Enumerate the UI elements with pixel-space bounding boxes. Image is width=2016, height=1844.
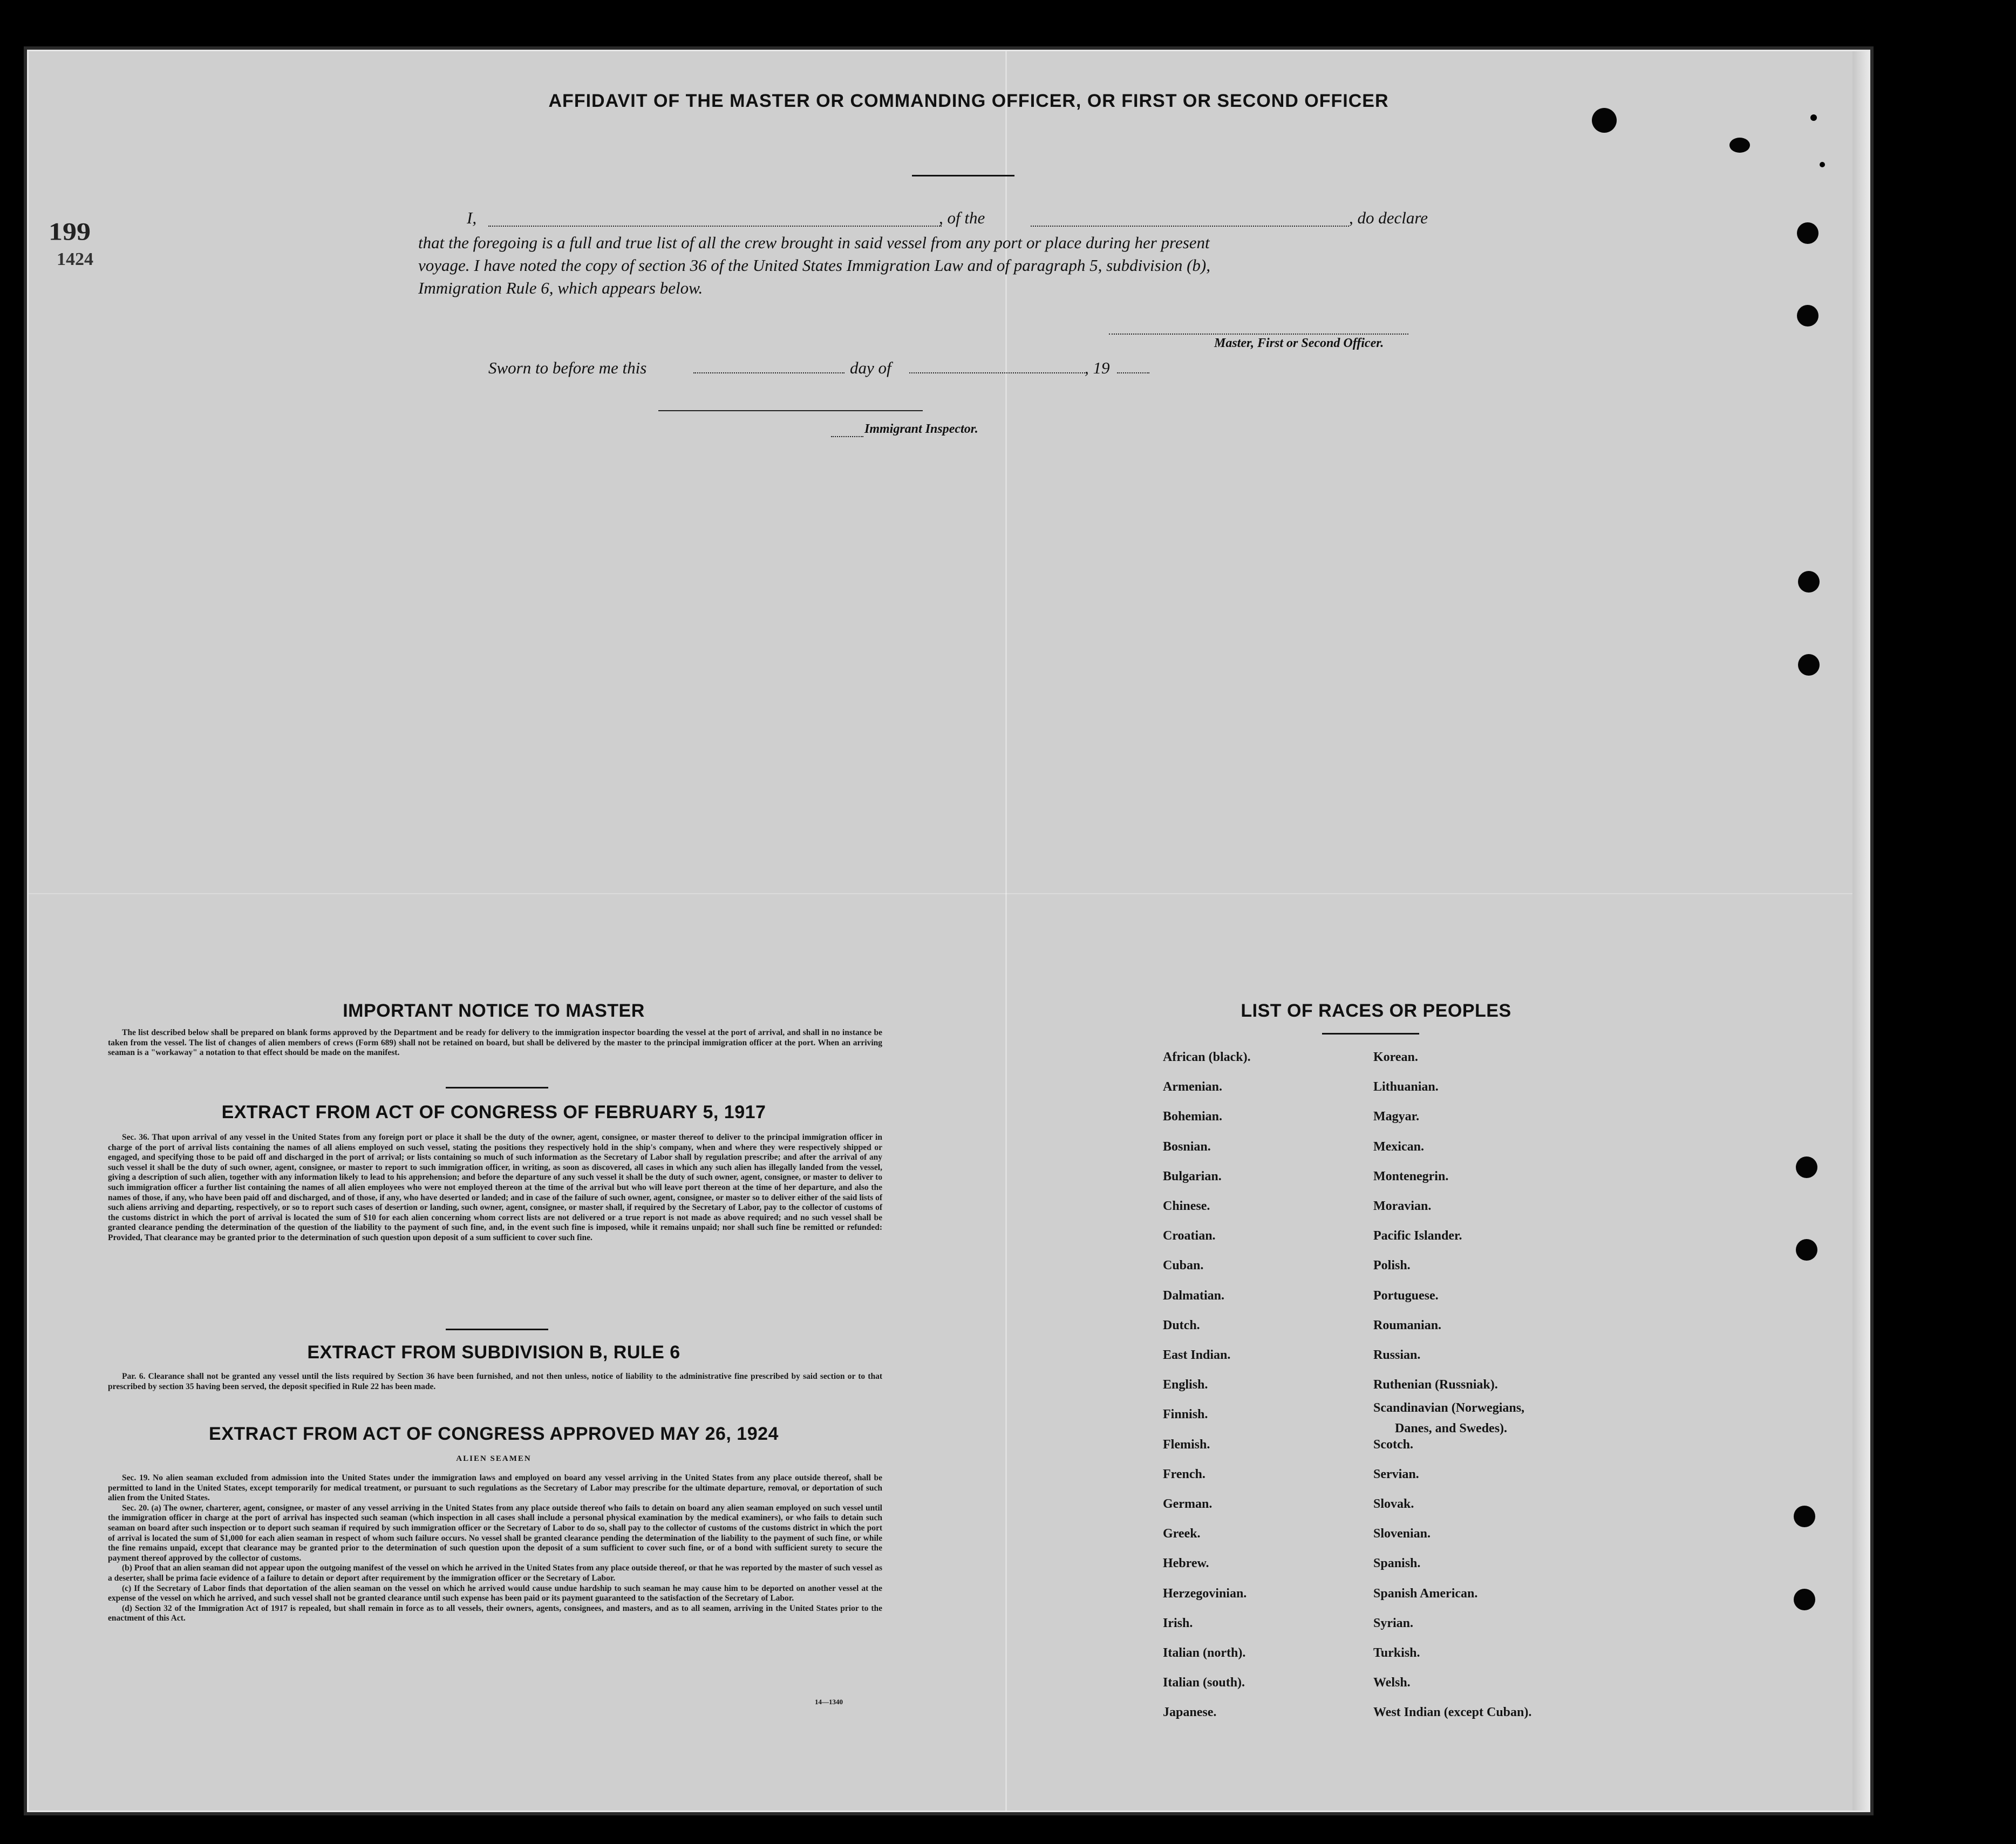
extract-rule6-text: Par. 6. Clearance shall not be granted any vessel until the lists required by Section 36 have been furnished, and not then unless, notice of liability to the administrative fine prescribed by said section or to that prescribed by section 35 having been served, the deposit specified in Rule 22 has been made. bbox=[108, 1372, 882, 1391]
title-rule bbox=[912, 175, 1014, 176]
section-19-text: Sec. 19. No alien seaman excluded from admission into the United States under the immigration laws and employed on board any vessel arriving in the United States from any place outside thereof, shall be permitted to land in the United States, except temporarily for medical treatment, or pursuant to such regulations as the Secretary of Labor may prescribe for the ultimate departure, removal, or deportation of such alien from the United States. bbox=[108, 1473, 882, 1503]
race-item: French. bbox=[1163, 1467, 1205, 1481]
race-item: East Indian. bbox=[1163, 1348, 1231, 1362]
race-item: Danes, and Swedes). bbox=[1395, 1421, 1508, 1435]
race-item: Flemish. bbox=[1163, 1438, 1210, 1452]
race-item: Croatian. bbox=[1163, 1229, 1216, 1243]
race-item: Italian (north). bbox=[1163, 1646, 1246, 1660]
races-title-rule bbox=[1322, 1033, 1419, 1035]
sworn-day-field bbox=[693, 372, 844, 373]
race-item: Cuban. bbox=[1163, 1258, 1204, 1273]
inspector-signature-tail bbox=[831, 436, 863, 437]
race-item: Lithuanian. bbox=[1373, 1080, 1439, 1094]
extract-1917-text: Sec. 36. That upon arrival of any vessel in the United States from any foreign port or place it shall be the duty of the owner, agent, consignee, or master thereof to deliver to the principal immigration officer in charge of the port of arrival lists containing the names of all aliens employed on such vessel, stating the positions they respectively hold in the ship's company, when and where they were respectively shipped or engaged, and specifying those to be paid off and discharged in the port of arrival; or lists containing so much of such information as the Secretary of Labor shall by regulation prescribe; and after the arrival of any such vessel it shall be the duty of such owner, agent, consignee, or master to report to such immigration officer, in writing, as soon as discovered, all cases in which any such alien has illegally landed from the vessel, giving a description of such alien, together with any information likely to lead to his apprehension; and before the departure of any such vessel it shall be the duty of such owner, agent, consignee, or master to deliver to such immigration officer a further list containing the names of all alien employees who were not employed thereon at the time of the arrival but who will leave port thereon at the time of her departure, and also the names of those, if any, who have been paid off and discharged, and of those, if any, who have deserted or landed; and in case of the failure of such owner, agent, consignee, or master so to deliver either of the said lists of such aliens arriving and departing, respectively, or so to report such cases of desertion or landing, such owner, agent, consignee, or master shall, if required by the Secretary of Labor, pay to the collector of customs of the customs district in which the port of arrival is located the sum of $10 for each alien concerning whom correct lists are not delivered or a true report is not made as above required; and no such vessel shall be granted clearance pending the determination of the question of the liability to the payment of such fine, and, in the event such fine is imposed, while it remains unpaid; nor shall such fine be remitted or refunded: Provided, That clearance may be granted prior to the determination of such question upon deposit of a sum sufficient to cover such fine. bbox=[108, 1133, 882, 1242]
fold-crease-horizontal bbox=[29, 893, 1869, 894]
affidavit-text-line: Immigration Rule 6, which appears below. bbox=[418, 278, 703, 297]
race-item: Roumanian. bbox=[1373, 1318, 1442, 1332]
race-item: Pacific Islander. bbox=[1373, 1229, 1462, 1243]
notice-title: IMPORTANT NOTICE TO MASTER bbox=[343, 1001, 645, 1021]
affidavit-text-line: voyage. I have noted the copy of section 36 of the United States Immigration Law and of paragraph 5, subdivision (b), bbox=[418, 256, 1210, 275]
race-item: Greek. bbox=[1163, 1527, 1201, 1541]
race-item: Ruthenian (Russniak). bbox=[1373, 1378, 1498, 1392]
ink-blot bbox=[1729, 138, 1750, 153]
margin-mark: 1424 bbox=[57, 249, 93, 269]
binder-hole bbox=[1797, 222, 1819, 244]
binder-hole bbox=[1794, 1589, 1815, 1610]
section-20d-text: (d) Section 32 of the Immigration Act of 1917 is repealed, but shall remain in force as to all vessels, their owners, agents, consignees, and masters, and as to all seamen, arriving in the United States prior to the enactment of this Act. bbox=[108, 1603, 882, 1623]
form-number: 14—1340 bbox=[815, 1698, 843, 1706]
race-item: Dutch. bbox=[1163, 1318, 1200, 1332]
races-title: LIST OF RACES OR PEOPLES bbox=[1241, 1001, 1511, 1021]
race-item: Portuguese. bbox=[1373, 1289, 1439, 1303]
binder-hole bbox=[1798, 654, 1820, 676]
master-signature-field bbox=[1109, 334, 1408, 335]
ink-blot bbox=[1810, 114, 1817, 121]
race-item: Slovenian. bbox=[1373, 1527, 1431, 1541]
race-item: Irish. bbox=[1163, 1616, 1193, 1630]
section-20c-text: (c) If the Secretary of Labor finds that deportation of the alien seaman on the vessel on which he arrived would cause undue hardship to such seaman he may cause him to be deported on another vessel at the expense of the vessel on which he arrived, and such vessel shall not be granted clearance until such expense has been paid or its payment guaranteed to the satisfaction of the Secretary of Labor. bbox=[108, 1583, 882, 1603]
race-item: Bohemian. bbox=[1163, 1110, 1223, 1124]
ink-blot bbox=[1820, 162, 1825, 167]
section-rule bbox=[446, 1329, 548, 1330]
race-item: African (black). bbox=[1163, 1050, 1251, 1064]
race-item: Finnish. bbox=[1163, 1407, 1208, 1421]
race-item: Mexican. bbox=[1373, 1140, 1424, 1154]
inspector-signature-field bbox=[658, 410, 923, 411]
affidavit-declarant-prefix: I, bbox=[467, 208, 477, 227]
race-item: Bulgarian. bbox=[1163, 1169, 1222, 1183]
master-signature-label: Master, First or Second Officer. bbox=[1214, 336, 1384, 350]
race-item: Scotch. bbox=[1373, 1438, 1413, 1452]
race-item: Dalmatian. bbox=[1163, 1289, 1224, 1303]
section-20b-text: (b) Proof that an alien seaman did not appear upon the outgoing manifest of the vessel on which he arrived in the United States from any place outside thereof, or that he was reported by the master of such vessel as a deserter, shall be prima facie evidence of a failure to detain or deport after requirement by the immigration officer or the Secretary of Labor. bbox=[108, 1563, 882, 1583]
extract-1917-title: EXTRACT FROM ACT OF CONGRESS OF FEBRUARY 5, 1917 bbox=[221, 1102, 766, 1122]
race-item: Armenian. bbox=[1163, 1080, 1222, 1094]
race-item: Magyar. bbox=[1373, 1110, 1420, 1124]
race-item: Scandinavian (Norwegians, bbox=[1373, 1401, 1525, 1415]
race-item: Syrian. bbox=[1373, 1616, 1414, 1630]
declarant-name-field bbox=[488, 226, 942, 227]
race-item: Italian (south). bbox=[1163, 1676, 1245, 1690]
extract-rule6-title: EXTRACT FROM SUBDIVISION B, RULE 6 bbox=[307, 1342, 680, 1363]
fold-crease-vertical bbox=[1005, 51, 1007, 1811]
affidavit-declare: , do declare bbox=[1349, 208, 1428, 227]
binder-hole bbox=[1798, 571, 1820, 593]
extract-1924-title: EXTRACT FROM ACT OF CONGRESS APPROVED MAY 26, 1924 bbox=[209, 1424, 779, 1444]
race-item: Spanish American. bbox=[1373, 1587, 1478, 1601]
race-item: Slovak. bbox=[1373, 1497, 1414, 1511]
ink-blot bbox=[1592, 108, 1617, 133]
section-20a-text: Sec. 20. (a) The owner, charterer, agent, consignee, or master of any vessel arriving in the United States from any place outside thereof who fails to detain on board any alien seaman employed on such vessel until the immigration officer in charge at the port of arrival has inspected such seaman (which inspection in all cases shall include a personal physical examination by the medical examiners), or who fails to detain such seaman on board after such inspection or to deport such seaman if required by such immigration officer or the Secretary of Labor to do so, shall pay to the collector of customs of the customs district in which the port of arrival is located the sum of $1,000 for each alien seaman in respect of whom such failure occurs. No vessel shall be granted clearance pending the determination of the liability to the payment of such fine, or while the fine remains unpaid, except that clearance may be granted prior to the determination of such question upon the deposit of a sum sufficient to cover such fine, or of a bond with sufficient surety to secure the payment thereof approved by the collector of customs. bbox=[108, 1503, 882, 1563]
margin-mark: 199 bbox=[49, 217, 91, 246]
sworn-year: , 19 bbox=[1085, 358, 1110, 377]
race-item: West Indian (except Cuban). bbox=[1373, 1705, 1532, 1719]
sworn-text: Sworn to before me this bbox=[488, 358, 647, 377]
binder-hole bbox=[1797, 305, 1819, 326]
race-item: Spanish. bbox=[1373, 1556, 1421, 1570]
race-item: Hebrew. bbox=[1163, 1556, 1209, 1570]
extract-1924-body bbox=[108, 1473, 882, 1624]
race-item: Korean. bbox=[1373, 1050, 1418, 1064]
binder-hole bbox=[1796, 1239, 1817, 1261]
vessel-name-field bbox=[1031, 226, 1349, 227]
section-rule bbox=[446, 1087, 548, 1088]
affidavit-vessel-prefix: , of the bbox=[939, 208, 985, 227]
affidavit-title: AFFIDAVIT OF THE MASTER OR COMMANDING OFFICER, OR FIRST OR SECOND OFFICER bbox=[548, 91, 1389, 111]
race-item: Moravian. bbox=[1373, 1199, 1432, 1213]
race-item: Herzegovinian. bbox=[1163, 1587, 1247, 1601]
race-item: Japanese. bbox=[1163, 1705, 1217, 1719]
sworn-month-field bbox=[909, 372, 1087, 373]
sworn-year-field bbox=[1117, 372, 1149, 373]
binder-hole bbox=[1794, 1506, 1815, 1527]
race-item: Servian. bbox=[1373, 1467, 1419, 1481]
sworn-day-of: day of bbox=[850, 358, 891, 377]
race-item: English. bbox=[1163, 1378, 1208, 1392]
race-item: Montenegrin. bbox=[1373, 1169, 1449, 1183]
race-item: Chinese. bbox=[1163, 1199, 1210, 1213]
race-item: Turkish. bbox=[1373, 1646, 1420, 1660]
affidavit-text-line: that the foregoing is a full and true list of all the crew brought in said vessel from any port or place during her present bbox=[418, 233, 1210, 252]
notice-text: The list described below shall be prepared on blank forms approved by the Department and be ready for delivery to the immigration inspector boarding the vessel at the port of arrival, and shall in no instance be taken from the vessel. The list of changes of alien members of crews (Form 689) shall not be retained on board, but shall be delivered by the master to the principal immigration officer at the port. When an arriving seaman is a "workaway" a notation to that effect should be made on the manifest. bbox=[108, 1028, 882, 1058]
race-item: Bosnian. bbox=[1163, 1140, 1211, 1154]
binder-hole bbox=[1796, 1156, 1817, 1178]
race-item: Russian. bbox=[1373, 1348, 1421, 1362]
alien-seamen-subhead: ALIEN SEAMEN bbox=[456, 1454, 532, 1463]
race-item: Welsh. bbox=[1373, 1676, 1411, 1690]
race-item: Polish. bbox=[1373, 1258, 1411, 1273]
races-right-column bbox=[1373, 1050, 1676, 1730]
page-edge bbox=[1852, 51, 1869, 1811]
race-item: German. bbox=[1163, 1497, 1213, 1511]
inspector-label: Immigrant Inspector. bbox=[864, 422, 978, 436]
